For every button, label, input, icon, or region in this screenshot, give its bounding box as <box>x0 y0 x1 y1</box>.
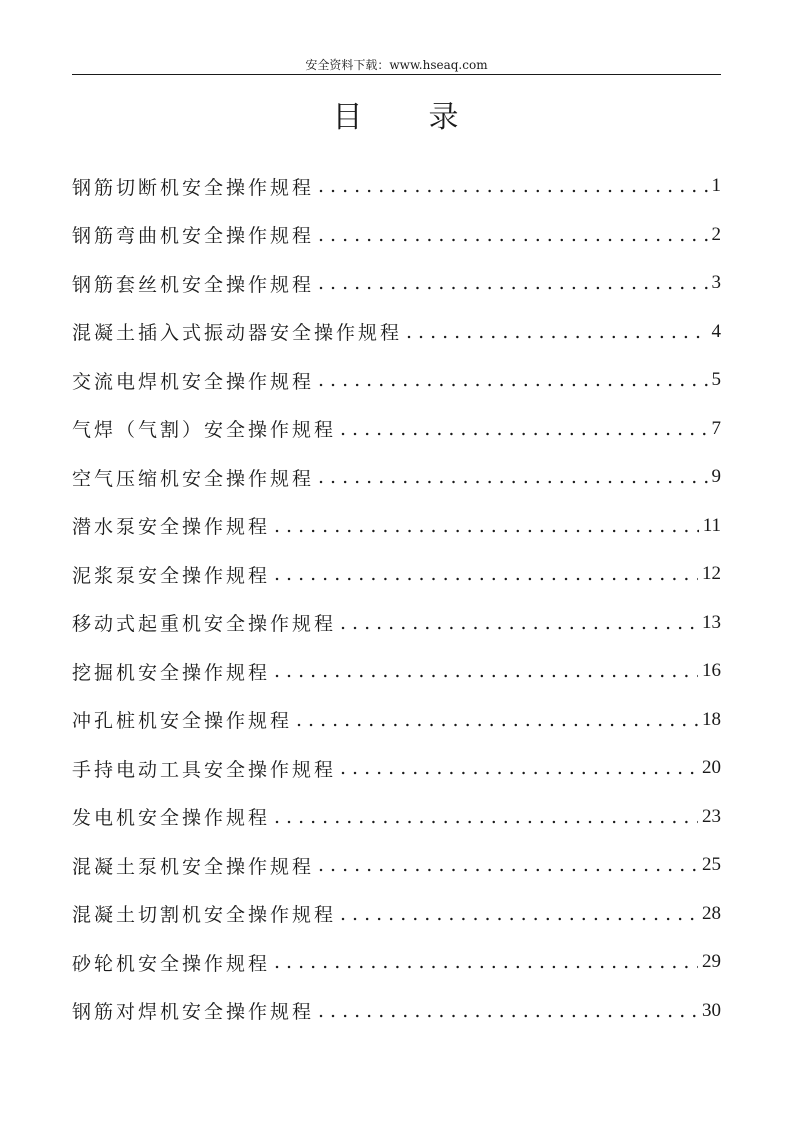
toc-page-number: 25 <box>702 854 721 876</box>
toc-leader-dots <box>274 806 698 828</box>
toc-leader-dots <box>318 466 707 488</box>
toc-page-number: 11 <box>702 514 721 536</box>
toc-page-number: 12 <box>702 563 721 585</box>
toc-label: 混凝土切割机安全操作规程 <box>72 904 337 927</box>
toc-page-number: 9 <box>711 466 721 488</box>
toc-leader-dots <box>274 660 698 682</box>
toc-entry[interactable] <box>72 890 721 939</box>
toc-entry[interactable] <box>72 162 721 211</box>
toc-leader-dots <box>340 418 707 440</box>
toc-label: 钢筋对焊机安全操作规程 <box>72 1001 315 1024</box>
toc-label: 混凝土泵机安全操作规程 <box>72 855 315 878</box>
toc-leader-dots <box>274 951 698 973</box>
page-header <box>72 56 721 75</box>
toc-label: 砂轮机安全操作规程 <box>72 952 271 975</box>
toc-label: 冲孔桩机安全操作规程 <box>72 710 293 733</box>
toc-entry[interactable] <box>72 696 721 745</box>
toc-leader-dots <box>340 757 698 779</box>
title-char-2: 录 <box>428 100 461 135</box>
toc-entry[interactable] <box>72 938 721 987</box>
toc-leader-dots <box>318 175 707 197</box>
toc-entry[interactable] <box>72 793 721 842</box>
toc-page-number: 16 <box>702 660 721 682</box>
toc-page-number: 30 <box>702 999 721 1021</box>
toc-leader-dots <box>274 515 699 537</box>
toc-label: 手持电动工具安全操作规程 <box>72 758 337 781</box>
toc-label: 空气压缩机安全操作规程 <box>72 467 315 490</box>
toc-entry[interactable] <box>72 405 721 454</box>
toc-page-number: 20 <box>702 757 721 779</box>
toc-label: 钢筋套丝机安全操作规程 <box>72 273 315 296</box>
toc-entry[interactable] <box>72 647 721 696</box>
toc-page-number: 2 <box>711 223 721 245</box>
toc-entry[interactable] <box>72 841 721 890</box>
toc-label: 气焊（气割）安全操作规程 <box>72 419 337 442</box>
toc-entry[interactable] <box>72 987 721 1036</box>
toc-entry[interactable] <box>72 211 721 260</box>
toc-leader-dots <box>318 224 707 246</box>
toc-page-number: 18 <box>702 708 721 730</box>
page-title <box>0 96 793 140</box>
toc-label: 钢筋切断机安全操作规程 <box>72 176 315 199</box>
toc-leader-dots <box>274 563 698 585</box>
toc-leader-dots <box>318 369 707 391</box>
toc-entry[interactable] <box>72 356 721 405</box>
header-text: 安全资料下载：www.hseaq.com <box>305 58 488 72</box>
toc-label: 钢筋弯曲机安全操作规程 <box>72 225 315 248</box>
toc-label: 挖掘机安全操作规程 <box>72 661 271 684</box>
toc-page-number: 28 <box>702 902 721 924</box>
toc-leader-dots <box>406 321 707 343</box>
toc-entry[interactable] <box>72 550 721 599</box>
toc-page-number: 4 <box>711 320 721 342</box>
toc-page-number: 5 <box>711 369 721 391</box>
toc-page-number: 23 <box>702 805 721 827</box>
toc-leader-dots <box>318 272 707 294</box>
toc-leader-dots <box>296 709 698 731</box>
toc-label: 交流电焊机安全操作规程 <box>72 370 315 393</box>
toc-leader-dots <box>340 903 698 925</box>
toc-entry[interactable] <box>72 259 721 308</box>
toc-label: 混凝土插入式振动器安全操作规程 <box>72 322 403 345</box>
table-of-contents <box>72 162 721 1035</box>
toc-entry[interactable] <box>72 502 721 551</box>
toc-entry[interactable] <box>72 599 721 648</box>
toc-entry[interactable] <box>72 744 721 793</box>
toc-leader-dots <box>340 612 698 634</box>
toc-label: 发电机安全操作规程 <box>72 807 271 830</box>
toc-page-number: 3 <box>711 272 721 294</box>
toc-label: 泥浆泵安全操作规程 <box>72 564 271 587</box>
toc-label: 潜水泵安全操作规程 <box>72 516 271 539</box>
toc-page-number: 13 <box>702 611 721 633</box>
toc-label: 移动式起重机安全操作规程 <box>72 613 337 636</box>
toc-entry[interactable] <box>72 308 721 357</box>
toc-leader-dots <box>318 854 698 876</box>
toc-page-number: 29 <box>702 951 721 973</box>
toc-page-number: 7 <box>711 417 721 439</box>
title-char-1: 目 <box>332 100 365 135</box>
toc-page-number: 1 <box>711 175 721 197</box>
toc-entry[interactable] <box>72 453 721 502</box>
toc-leader-dots <box>318 1000 698 1022</box>
